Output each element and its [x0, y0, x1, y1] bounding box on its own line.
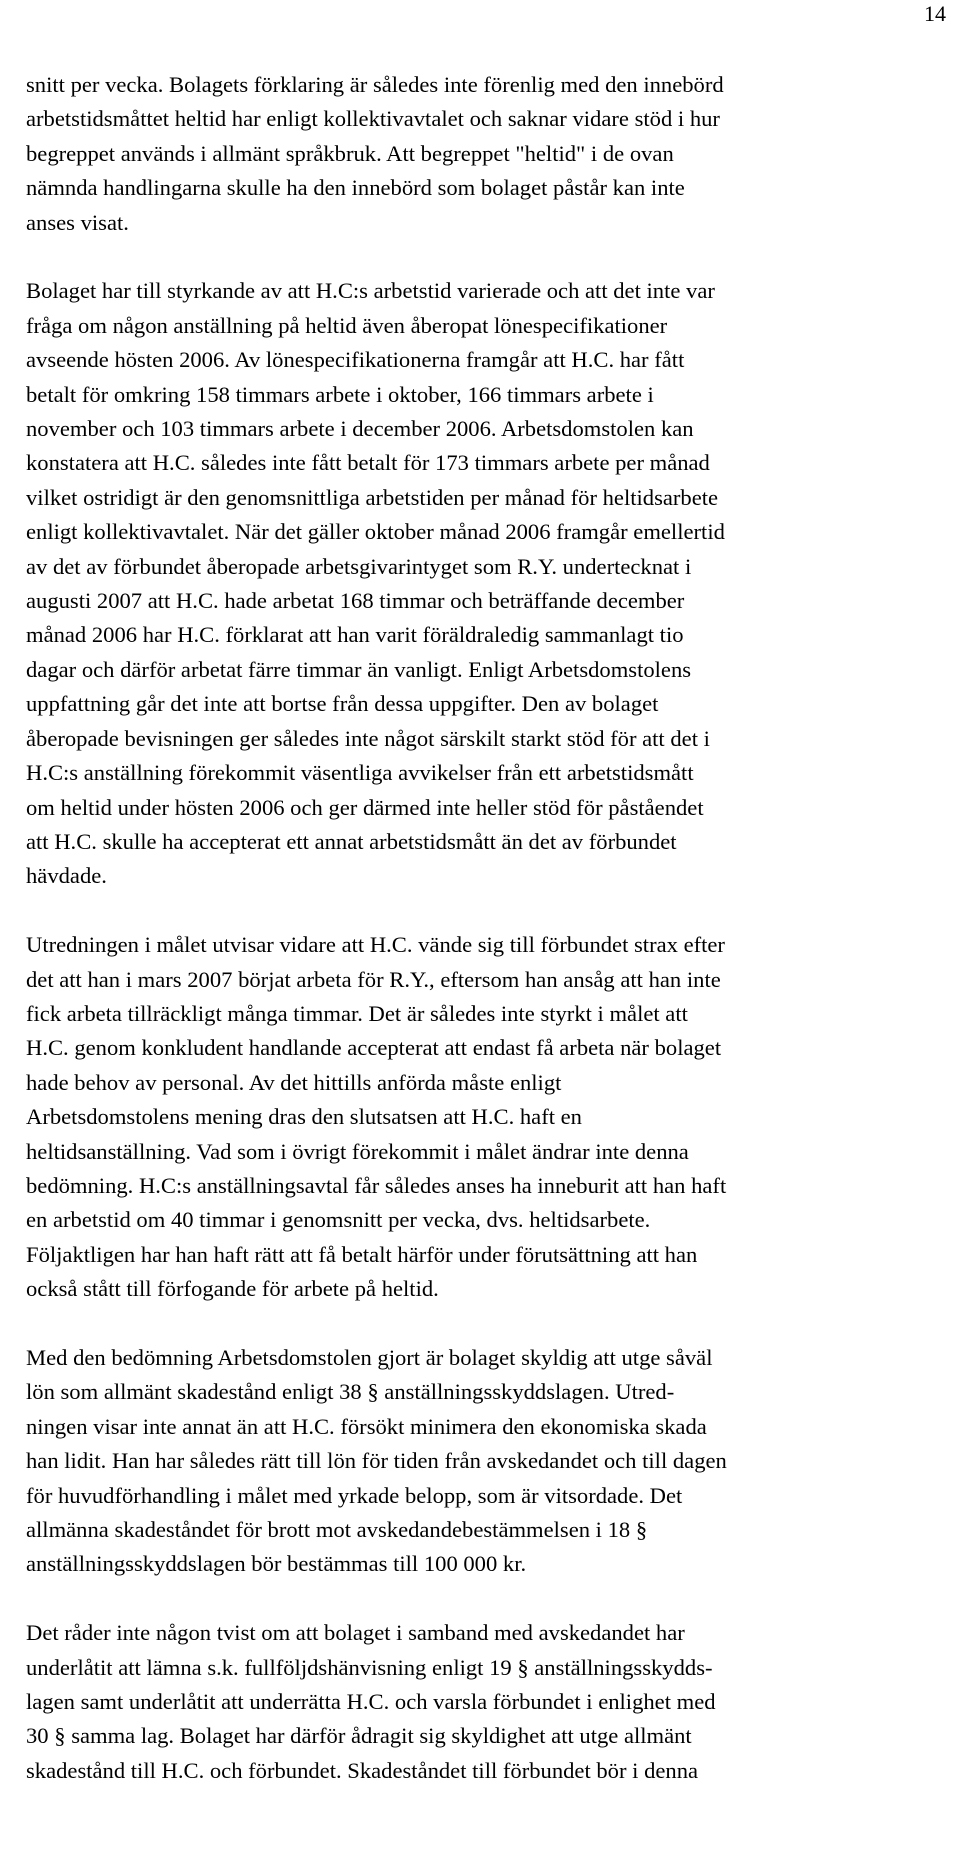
text-line: Bolaget har till styrkande av att H.C:s arbetstid varierade och att det inte var [26, 278, 715, 304]
text-line: han lidit. Han har således rätt till lön för tiden från avskedandet och till dagen [26, 1448, 727, 1474]
text-line: H.C:s anställning förekommit väsentliga avvikelser från ett arbetstidsmått [26, 760, 694, 786]
text-line: åberopade bevisningen ger således inte något särskilt starkt stöd för att det i [26, 725, 710, 751]
text-line: allmänna skadeståndet för brott mot avskedandebestämmelsen i 18 § [26, 1517, 648, 1543]
text-line: bedömning. H.C:s anställningsavtal får således anses ha inneburit att han haft [26, 1172, 727, 1198]
text-line: uppfattning går det inte att bortse från dessa uppgifter. Den av bolaget [26, 691, 659, 717]
text-line: anses visat. [26, 209, 129, 235]
text-line: Arbetsdomstolens mening dras den slutsatsen att H.C. haft en [26, 1104, 582, 1130]
text-line: betalt för omkring 158 timmars arbete i oktober, 166 timmars arbete i [26, 381, 654, 407]
text-line: Utredningen i målet utvisar vidare att H.C. vände sig till förbundet strax efter [26, 932, 725, 958]
paragraph [26, 1616, 946, 1788]
text-line: enligt kollektivavtalet. När det gäller oktober månad 2006 framgår emellertid [26, 519, 725, 545]
paragraph [26, 928, 946, 1306]
text-line: Följaktligen har han haft rätt att få betalt härför under förutsättning att han [26, 1241, 698, 1267]
text-line: Det råder inte någon tvist om att bolaget i samband med avskedandet har [26, 1620, 685, 1646]
text-line: 30 § samma lag. Bolaget har därför ådragit sig skyldighet att utge allmänt [26, 1723, 692, 1749]
text-line: om heltid under hösten 2006 och ger därmed inte heller stöd för påståendet [26, 794, 704, 820]
text-line: fråga om någon anställning på heltid även åberopat lönespecifikationer [26, 312, 668, 338]
document-body [26, 68, 946, 1823]
text-line: H.C. genom konkludent handlande accepterat att endast få arbeta när bolaget [26, 1035, 722, 1061]
text-line: augusti 2007 att H.C. hade arbetat 168 timmar och beträffande december [26, 588, 685, 614]
text-line: dagar och därför arbetat färre timmar än vanligt. Enligt Arbetsdomstolens [26, 656, 692, 682]
text-line: konstatera att H.C. således inte fått betalt för 173 timmars arbete per månad [26, 450, 710, 476]
text-line: Med den bedömning Arbetsdomstolen gjort är bolaget skyldig att utge såväl [26, 1344, 713, 1370]
text-line: snitt per vecka. Bolagets förklaring är således inte förenlig med den innebörd [26, 72, 724, 97]
text-line: månad 2006 har H.C. förklarat att han varit föräldraledig sammanlagt tio [26, 622, 684, 648]
text-line: ningen visar inte annat än att H.C. försökt minimera den ekonomiska skada [26, 1413, 707, 1439]
text-line: också stått till förfogande för arbete på heltid. [26, 1276, 439, 1302]
text-line: avseende hösten 2006. Av lönespecifikationerna framgår att H.C. har fått [26, 347, 685, 373]
text-line: hävdade. [26, 863, 107, 889]
text-line: hade behov av personal. Av det hittills anförda måste enligt [26, 1069, 562, 1095]
text-line: för huvudförhandling i målet med yrkade belopp, som är vitsordade. Det [26, 1482, 683, 1508]
text-line: anställningsskyddslagen bör bestämmas till 100 000 kr. [26, 1551, 527, 1577]
text-line: nämnda handlingarna skulle ha den innebörd som bolaget påstår kan inte [26, 175, 685, 201]
text-line: arbetstidsmåttet heltid har enligt kollektivavtalet och saknar vidare stöd i hur [26, 106, 720, 132]
text-line: en arbetstid om 40 timmar i genomsnitt per vecka, dvs. heltidsarbete. [26, 1207, 651, 1233]
text-line: det att han i mars 2007 börjat arbeta för R.Y., eftersom han ansåg att han inte [26, 966, 721, 992]
text-line: av det av förbundet åberopade arbetsgivarintyget som R.Y. undertecknat i [26, 553, 692, 579]
text-line: underlåtit att lämna s.k. fullföljdshänvisning enligt 19 § anställningsskydds- [26, 1654, 713, 1680]
paragraph [26, 1341, 946, 1582]
text-line: lön som allmänt skadestånd enligt 38 § anställningsskyddslagen. Utred- [26, 1379, 675, 1405]
text-line: skadestånd till H.C. och förbundet. Skadeståndet till förbundet bör i denna [26, 1757, 699, 1783]
text-line: heltidsanställning. Vad som i övrigt förekommit i målet ändrar inte denna [26, 1138, 689, 1164]
text-line: fick arbeta tillräckligt många timmar. Det är således inte styrkt i målet att [26, 1000, 688, 1026]
text-line: att H.C. skulle ha accepterat ett annat arbetstidsmått än det av förbundet [26, 828, 677, 854]
text-line: begreppet används i allmänt språkbruk. Att begreppet "heltid" i de ovan [26, 140, 674, 166]
text-line: lagen samt underlåtit att underrätta H.C. och varsla förbundet i enlighet med [26, 1689, 716, 1715]
paragraph [26, 68, 946, 240]
paragraph [26, 274, 946, 893]
text-line: november och 103 timmars arbete i december 2006. Arbetsdomstolen kan [26, 416, 694, 442]
text-line: vilket ostridigt är den genomsnittliga arbetstiden per månad för heltidsarbete [26, 484, 719, 510]
page-number: 14 [924, 1, 946, 26]
